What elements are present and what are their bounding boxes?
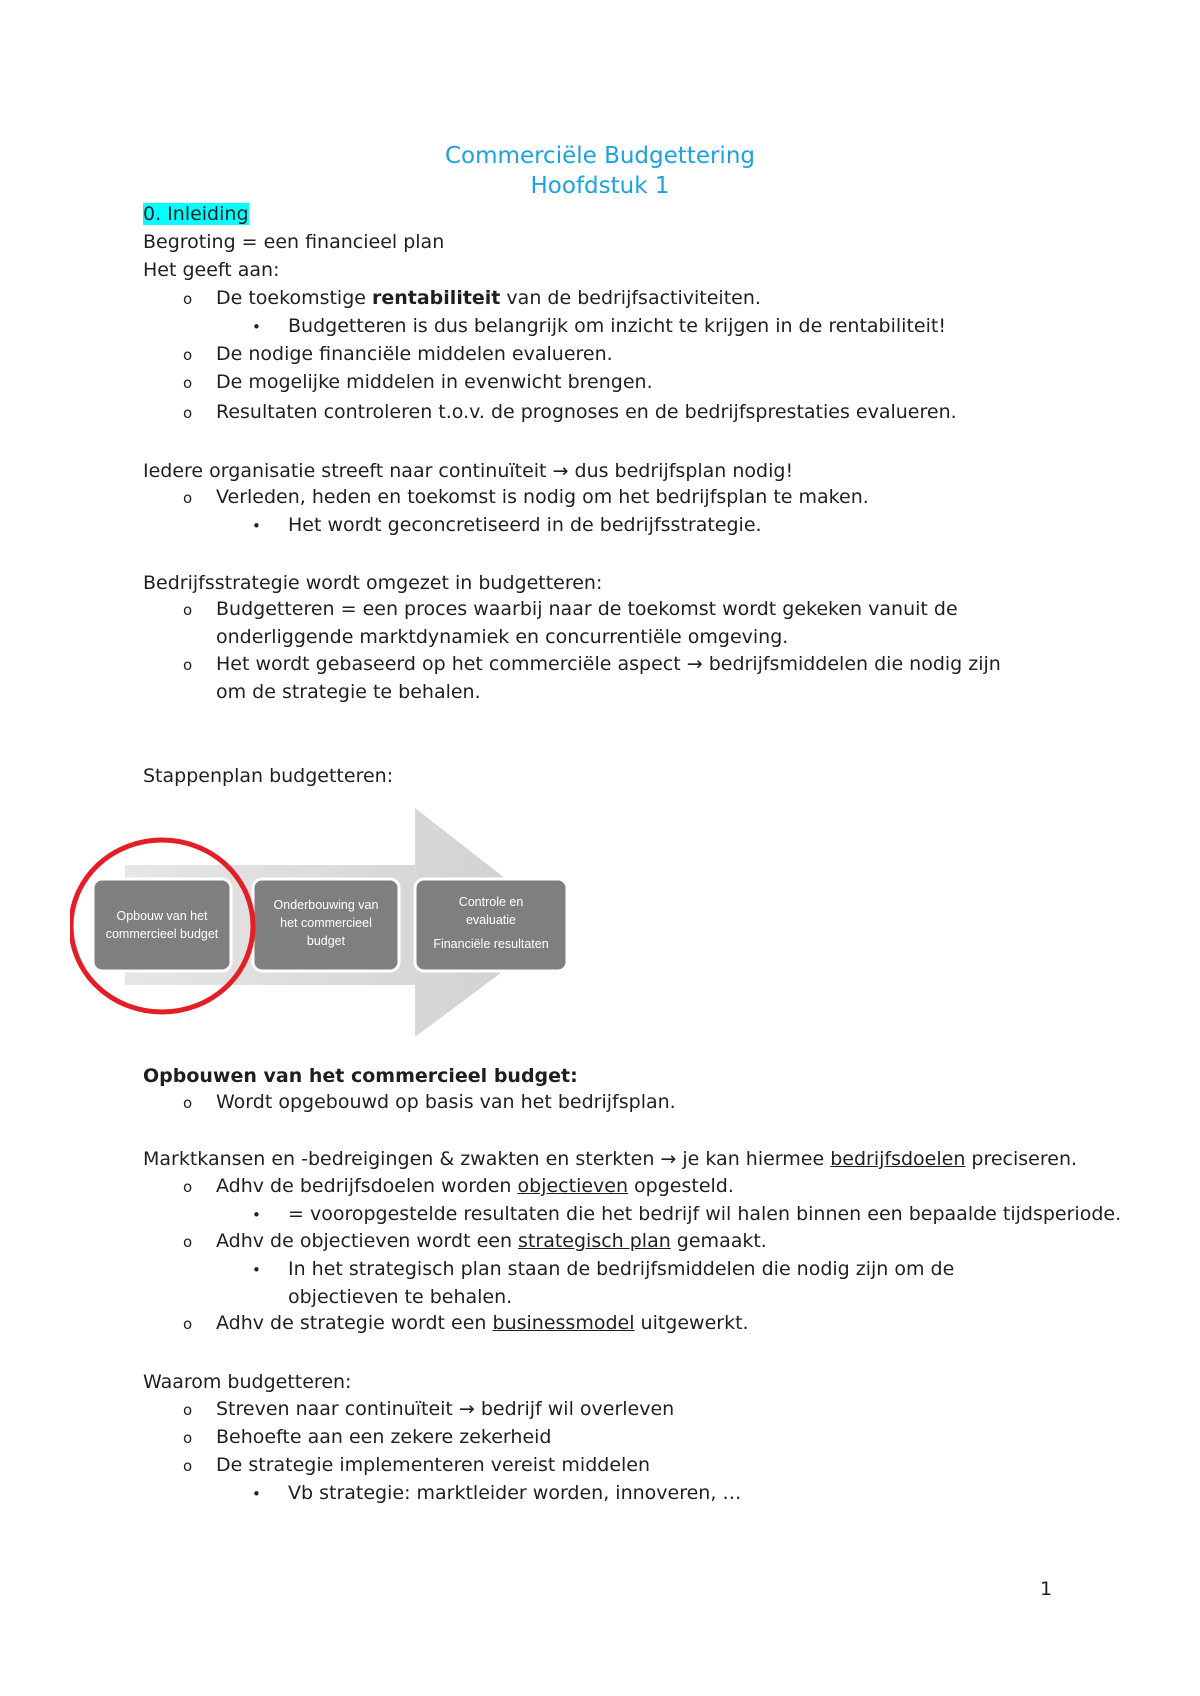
paragraph: Het geeft aan: — [143, 259, 280, 281]
list-subitem: Het wordt geconcretiseerd in de bedrijfsstrategie. — [288, 514, 762, 536]
list-item: Behoefte aan een zekere zekerheid — [216, 1426, 552, 1448]
list-subitem: = vooropgestelde resultaten die het bedrijf wil halen binnen een bepaalde tijdsperiode. — [288, 1203, 1122, 1225]
list-item: Adhv de strategie wordt een businessmodel uitgewerkt. — [216, 1312, 749, 1334]
bullet-dot-icon: • — [252, 517, 261, 535]
list-item: De nodige financiële middelen evalueren. — [216, 343, 613, 365]
process-diagram — [70, 805, 590, 1045]
step-3-line-1: Controle en — [458, 895, 524, 909]
bullet-circle-icon: o — [183, 374, 193, 392]
process-step-1 — [93, 879, 231, 971]
list-item: Budgetteren = een proces waarbij naar de toekomst wordt gekeken vanuit de — [216, 598, 958, 620]
list-item: De strategie implementeren vereist middelen — [216, 1454, 651, 1476]
list-subitem-continued: objectieven te behalen. — [288, 1286, 513, 1308]
list-item: Adhv de objectieven wordt een strategisch plan gemaakt. — [216, 1230, 767, 1252]
step-3-line-2: evaluatie — [465, 913, 517, 927]
step-1-line-2: commercieel budget — [105, 927, 219, 941]
step-3-line-3: Financiële resultaten — [433, 937, 549, 951]
bullet-circle-icon: o — [183, 1457, 193, 1475]
bullet-circle-icon: o — [183, 656, 193, 674]
list-item: Verleden, heden en toekomst is nodig om het bedrijfsplan te maken. — [216, 486, 869, 508]
bullet-circle-icon: o — [183, 346, 193, 364]
paragraph: Begroting = een financieel plan — [143, 231, 445, 253]
bullet-circle-icon: o — [183, 1315, 193, 1333]
page-number: 1 — [1040, 1578, 1053, 1600]
bullet-circle-icon: o — [183, 290, 193, 308]
list-item: De toekomstige rentabiliteit van de bedrijfsactiviteiten. — [216, 287, 761, 309]
process-step-3 — [415, 879, 567, 971]
bullet-circle-icon: o — [183, 489, 193, 507]
section-heading-inleiding: 0. Inleiding — [143, 203, 249, 225]
bullet-circle-icon: o — [183, 1233, 193, 1251]
document-subtitle: Hoofdstuk 1 — [530, 173, 670, 199]
step-2-line-3: budget — [306, 934, 346, 948]
list-subitem: Budgetteren is dus belangrijk om inzicht te krijgen in de rentabiliteit! — [288, 315, 946, 337]
paragraph: Iedere organisatie streeft naar continuïteit → dus bedrijfsplan nodig! — [143, 460, 794, 482]
paragraph: Bedrijfsstrategie wordt omgezet in budgetteren: — [143, 572, 603, 594]
bullet-circle-icon: o — [183, 1094, 193, 1112]
document-title: Commerciële Budgettering — [445, 143, 755, 169]
bullet-circle-icon: o — [183, 1401, 193, 1419]
list-item-continued: onderliggende marktdynamiek en concurrentiële omgeving. — [216, 626, 789, 648]
list-subitem: In het strategisch plan staan de bedrijfsmiddelen die nodig zijn om de — [288, 1258, 955, 1280]
bullet-circle-icon: o — [183, 601, 193, 619]
paragraph: Marktkansen en -bedreigingen & zwakten en sterkten → je kan hiermee bedrijfsdoelen preciseren. — [143, 1148, 1078, 1170]
section-heading-opbouwen: Opbouwen van het commercieel budget: — [143, 1065, 578, 1087]
list-item: Resultaten controleren t.o.v. de prognoses en de bedrijfsprestaties evalueren. — [216, 401, 957, 423]
list-item-continued: om de strategie te behalen. — [216, 681, 481, 703]
bullet-circle-icon: o — [183, 404, 193, 422]
bullet-circle-icon: o — [183, 1178, 193, 1196]
step-1-line-1: Opbouw van het — [116, 909, 208, 923]
bullet-dot-icon: • — [252, 1261, 261, 1279]
paragraph: Stappenplan budgetteren: — [143, 765, 394, 787]
paragraph: Waarom budgetteren: — [143, 1371, 352, 1393]
step-2-line-2: het commercieel — [280, 916, 372, 930]
step-2-line-1: Onderbouwing van — [273, 898, 379, 912]
list-item: Adhv de bedrijfsdoelen worden objectieven opgesteld. — [216, 1175, 734, 1197]
list-item: De mogelijke middelen in evenwicht brengen. — [216, 371, 653, 393]
list-item: Streven naar continuïteit → bedrijf wil overleven — [216, 1398, 675, 1420]
list-item: Wordt opgebouwd op basis van het bedrijfsplan. — [216, 1091, 676, 1113]
list-item: Het wordt gebaseerd op het commerciële aspect → bedrijfsmiddelen die nodig zijn — [216, 653, 1001, 675]
bullet-circle-icon: o — [183, 1429, 193, 1447]
bullet-dot-icon: • — [252, 1206, 261, 1224]
bullet-dot-icon: • — [252, 1485, 261, 1503]
list-subitem: Vb strategie: marktleider worden, innoveren, … — [288, 1482, 742, 1504]
bullet-dot-icon: • — [252, 318, 261, 336]
process-step-2 — [253, 879, 399, 971]
